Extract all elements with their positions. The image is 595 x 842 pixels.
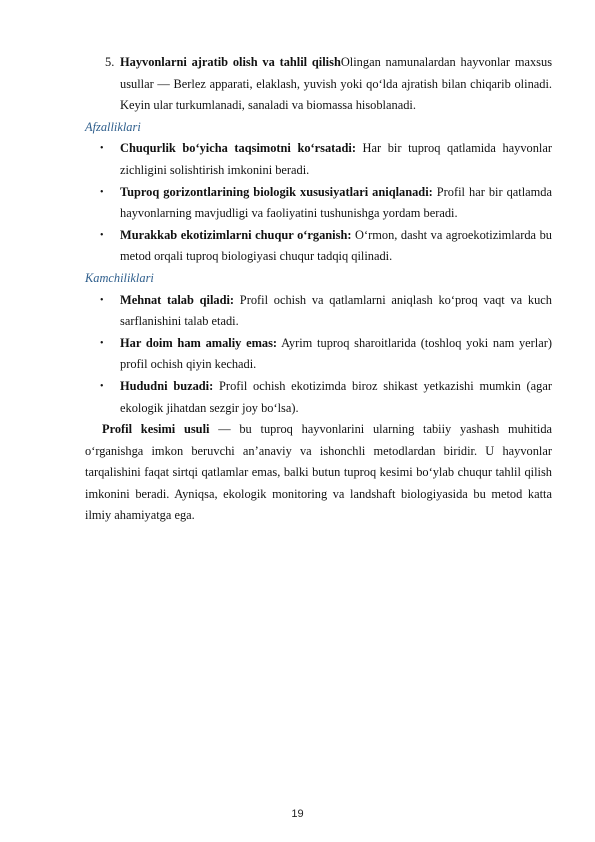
numbered-item-5 bbox=[85, 52, 552, 117]
list-item-title: Tuproq gorizontlarining biologik xususiyatlari aniqlanadi: bbox=[120, 184, 433, 199]
list-item-text: O‘rmon, dasht va agroekotizimlarda bu metod orqali tuproq biologiyasi chuqur tadqiq qilinadi. bbox=[120, 227, 552, 264]
list-item bbox=[85, 333, 552, 376]
page-number: 19 bbox=[291, 808, 304, 820]
list-item-title: Chuqurlik bo‘yicha taqsimotni ko‘rsatadi: bbox=[120, 141, 356, 156]
list-item-text: Profil ochish va qatlamlarni aniqlash ko‘proq vaqt va kuch sarflanishini talab etadi. bbox=[120, 292, 552, 329]
list-item bbox=[85, 138, 552, 181]
advantages-list bbox=[85, 138, 552, 268]
bullet-icon: • bbox=[100, 337, 104, 349]
item-title: Hayvonlarni ajratib olish va tahlil qilish bbox=[120, 55, 341, 69]
list-item-title: Murakkab ekotizimlarni chuqur o‘rganish: bbox=[120, 227, 352, 242]
conclusion-term: Profil kesimi usuli bbox=[102, 422, 210, 437]
bullet-icon: • bbox=[100, 186, 104, 198]
list-item-title: Mehnat talab qiladi: bbox=[120, 292, 235, 307]
list-item bbox=[85, 376, 552, 419]
item-number: 5. bbox=[105, 55, 115, 69]
bullet-icon: • bbox=[100, 143, 104, 155]
advantages-heading: Afzalliklari bbox=[85, 119, 141, 134]
disadvantages-list bbox=[85, 290, 552, 420]
item-text: Olingan namunalardan hayvonlar maxsus usullar — Berlez apparati, elaklash, yuvish yoki qo‘lda ajratish bilan chiqarib olinadi. Keyin ular turkumlanadi, sanaladi va biomassa hisoblanadi. bbox=[120, 55, 553, 113]
bullet-icon: • bbox=[100, 380, 104, 392]
list-item bbox=[85, 182, 552, 225]
bullet-icon: • bbox=[100, 229, 104, 241]
item-body bbox=[120, 52, 552, 117]
list-item-text: Profil har bir qatlamda hayvonlarning mavjudligi va faoliyatini tushunishga yordam beradi. bbox=[120, 184, 552, 221]
list-item-text: Ayrim tuproq sharoitlarida (toshloq yoki nam yerlar) profil ochish qiyin kechadi. bbox=[120, 335, 552, 372]
list-item-title: Hududni buzadi: bbox=[120, 378, 214, 393]
page-content bbox=[85, 52, 552, 527]
disadvantages-heading: Kamchiliklari bbox=[85, 270, 154, 285]
list-item-text: Profil ochish ekotizimda biroz shikast yetkazishi mumkin (agar ekologik jihatdan sezgir joy bo‘lsa). bbox=[120, 378, 552, 415]
conclusion-text: — bu tuproq hayvonlarini ularning tabiiy yashash muhitida o‘rganishga imkon beruvchi an’anaviy va ishonchli metodlardan biridir. U hayvonlar tarqalishini faqat sirtqi qatlamlar emas, balki butun tuproq kesimi bo‘ylab chuqur tahlil qilish imkonini beradi. Ayniqsa, ekologik monitoring va landshaft biologiyasida bu metod katta ilmiy ahamiyatga ega. bbox=[85, 422, 553, 523]
list-item-title: Har doim ham amaliy emas: bbox=[120, 335, 278, 350]
conclusion-paragraph bbox=[85, 419, 552, 527]
list-item bbox=[85, 290, 552, 333]
bullet-icon: • bbox=[100, 294, 104, 306]
list-item-text: Har bir tuproq qatlamida hayvonlar zichligini solishtirish imkonini beradi. bbox=[120, 141, 553, 177]
list-item bbox=[85, 225, 552, 268]
